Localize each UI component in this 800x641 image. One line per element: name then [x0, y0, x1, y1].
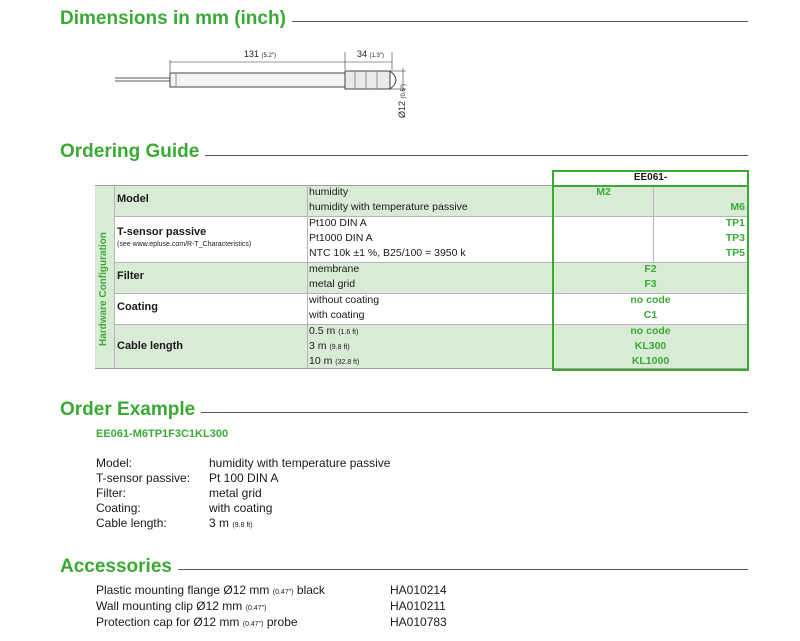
accessory-desc-text: Plastic mounting flange Ø12 mm	[96, 583, 270, 597]
example-label: T-sensor passive:	[96, 471, 191, 485]
opt-cable-10-ft: (32.8 ft)	[335, 359, 360, 366]
opt-cable-3-value: 3 m	[309, 340, 327, 352]
example-value-note: (9.8 ft)	[232, 522, 253, 529]
group-model: Model	[117, 193, 149, 205]
accessory-desc-note: (0.47")	[242, 621, 264, 628]
opt-pt100: Pt100 DIN A	[309, 217, 367, 229]
opt-humidity-temp: humidity with temperature passive	[309, 201, 468, 213]
opt-cable-05-ft: (1.6 ft)	[338, 329, 359, 336]
example-label: Coating:	[96, 501, 141, 515]
example-value: with coating	[209, 501, 273, 515]
example-label: Cable length:	[96, 516, 167, 530]
accessory-desc-suffix: black	[296, 583, 325, 597]
sensor-head	[345, 71, 390, 89]
example-value: humidity with temperature passive	[209, 456, 391, 470]
dim-diameter-label	[397, 84, 407, 118]
dim-diameter-value: Ø12	[397, 100, 407, 118]
accessory-desc	[96, 614, 298, 633]
group-tsensor-note: (see www.epluse.com/R-T_Characteristics)	[117, 241, 252, 248]
opt-cable-05-value: 0.5 m	[309, 325, 336, 337]
group-cable: Cable length	[117, 340, 184, 352]
code-tp1: TP1	[725, 217, 745, 229]
example-value: metal grid	[209, 486, 262, 500]
accessory-code: HA010211	[390, 599, 446, 613]
code-tp3: TP3	[725, 232, 745, 244]
opt-metal-grid: metal grid	[309, 278, 356, 290]
dim-131-inch: (5.2")	[261, 53, 277, 59]
dim-diameter-inch: (0.5")	[401, 84, 407, 99]
accessory-desc-suffix: probe	[266, 615, 298, 629]
group-tsensor: T-sensor passive	[117, 226, 207, 238]
dim-131-label	[244, 49, 276, 59]
opt-cable-3	[309, 339, 350, 355]
code-kl1000: KL1000	[631, 355, 670, 367]
opt-cable-10-value: 10 m	[309, 355, 333, 367]
accessory-code: HA010783	[390, 615, 447, 629]
code-tp5: TP5	[725, 247, 745, 259]
accessory-desc-text: Wall mounting clip Ø12 mm	[96, 599, 243, 613]
example-title: Order Example	[60, 399, 201, 421]
accessory-desc-note: (0.47")	[245, 605, 267, 612]
example-value	[209, 516, 253, 533]
opt-membrane: membrane	[309, 263, 360, 275]
group-coating: Coating	[117, 301, 158, 313]
probe-body	[170, 73, 345, 87]
example-label: Model:	[96, 456, 133, 470]
accessory-desc-note: (0.47")	[272, 589, 294, 596]
example-code: EE061-M6TP1F3C1KL300	[96, 428, 229, 440]
model-header: EE061-	[633, 172, 668, 183]
head-cap	[390, 71, 396, 89]
side-label: Hardware Configuration	[98, 232, 109, 346]
code-c1: C1	[643, 309, 658, 321]
dimensions-title: Dimensions in mm (inch)	[60, 8, 292, 30]
dim-34-label	[357, 49, 384, 59]
opt-pt1000: Pt1000 DIN A	[309, 232, 373, 244]
example-value: Pt 100 DIN A	[209, 471, 279, 485]
opt-cable-3-ft: (9.8 ft)	[329, 344, 350, 351]
code-f3: F3	[644, 278, 657, 290]
accessory-desc-text: Protection cap for Ø12 mm	[96, 615, 240, 629]
group-filter: Filter	[117, 270, 144, 282]
opt-with-coating: with coating	[309, 309, 365, 321]
opt-humidity: humidity	[309, 186, 349, 198]
opt-ntc: NTC 10k ±1 %, B25/100 = 3950 k	[309, 247, 466, 259]
opt-without-coating: without coating	[309, 294, 380, 306]
opt-cable-10	[309, 354, 359, 370]
dim-34-value: 34	[357, 49, 368, 59]
example-value-text: 3 m	[209, 516, 230, 530]
accessories-title: Accessories	[60, 556, 178, 578]
code-m2: M2	[596, 186, 611, 198]
dim-131-value: 131	[244, 49, 260, 59]
example-label: Filter:	[96, 486, 126, 500]
table-line	[114, 185, 115, 368]
code-m6: M6	[730, 201, 745, 213]
dim-34-inch: (1.3")	[369, 53, 384, 59]
code-no-code-coating: no code	[630, 294, 671, 306]
code-f2: F2	[644, 263, 657, 275]
opt-cable-05	[309, 324, 358, 340]
ordering-title: Ordering Guide	[60, 141, 205, 163]
code-no-code-cable: no code	[630, 325, 671, 337]
table-line	[307, 185, 308, 368]
code-kl300: KL300	[634, 340, 667, 352]
accessory-code: HA010214	[390, 583, 447, 597]
ordering-table	[95, 170, 748, 370]
